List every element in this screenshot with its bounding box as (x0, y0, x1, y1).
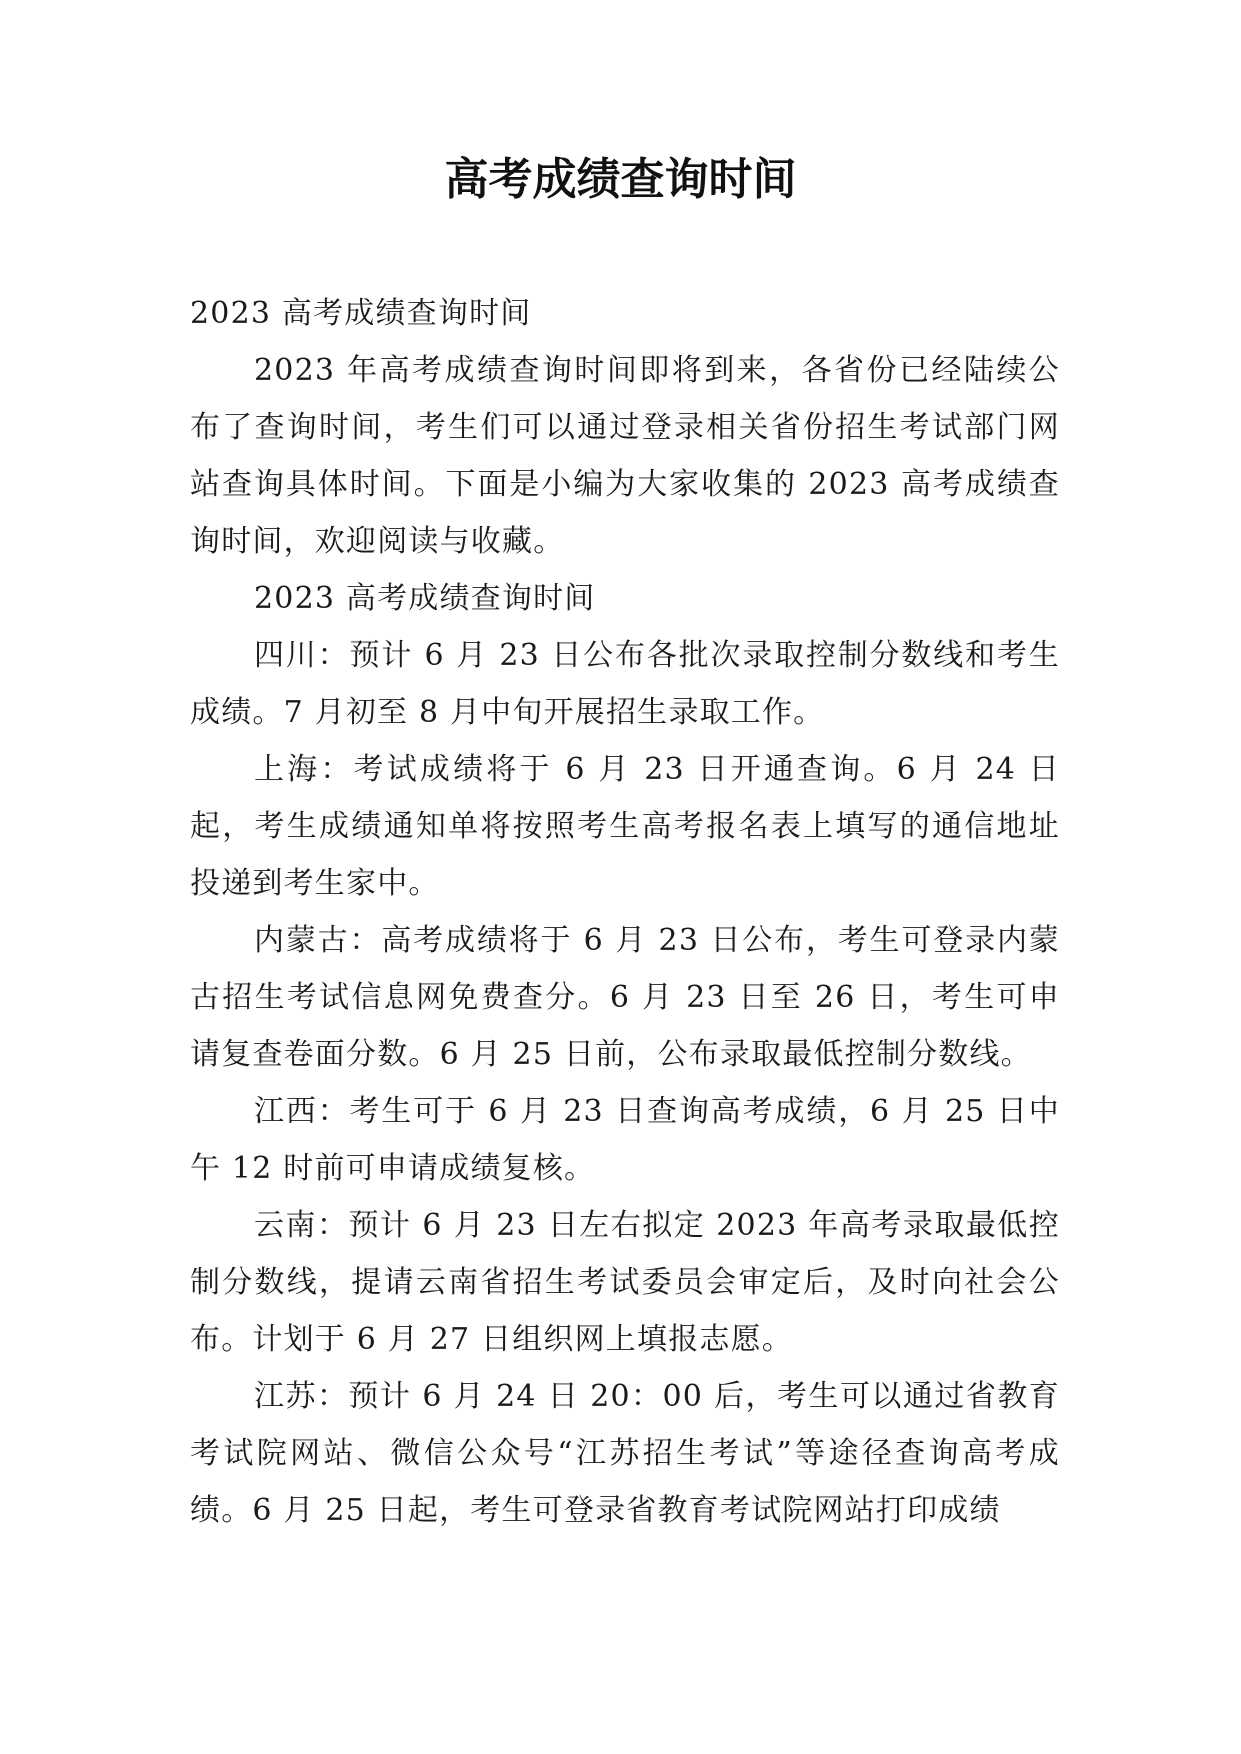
paragraph-inner-mongolia: 内蒙古：高考成绩将于 6 月 23 日公布，考生可登录内蒙古招生考试信息网免费查分。6 月 23 日至 26 日，考生可申请复查卷面分数。6 月 25 日前，公布录取最低控制分数线。 (190, 923, 1060, 1072)
paragraph-yunnan: 云南：预计 6 月 23 日左右拟定 2023 年高考录取最低控制分数线，提请云南省招生考试委员会审定后，及时向社会公布。计划于 6 月 27 日组织网上填报志愿。 (190, 1208, 1060, 1357)
paragraph-jiangxi: 江西：考生可于 6 月 23 日查询高考成绩，6 月 25 日中午 12 时前可申请成绩复核。 (190, 1094, 1060, 1186)
document-title: 高考成绩查询时间 (444, 154, 797, 205)
paragraph-jiangsu: 江苏：预计 6 月 24 日 20：00 后，考生可以通过省教育考试院网站、微信公众号“江苏招生考试”等途径查询高考成绩。6 月 25 日起，考生可登录省教育考试院网站打印成绩 (190, 1379, 1060, 1528)
document-body (190, 285, 1060, 1539)
paragraph-shanghai: 上海：考试成绩将于 6 月 23 日开通查询。6 月 24 日起，考生成绩通知单将按照考生高考报名表上填写的通信地址投递到考生家中。 (190, 752, 1060, 901)
paragraph-intro: 2023 年高考成绩查询时间即将到来，各省份已经陆续公布了查询时间，考生们可以通过登录相关省份招生考试部门网站查询具体时间。下面是小编为大家收集的 2023 高考成绩查询时间，欢迎阅读与收藏。 (190, 353, 1060, 559)
paragraph-sichuan: 四川：预计 6 月 23 日公布各批次录取控制分数线和考生成绩。7 月初至 8 月中旬开展招生录取工作。 (190, 638, 1060, 730)
document-subtitle: 2023 高考成绩查询时间 (190, 296, 532, 331)
paragraph-section-heading: 2023 高考成绩查询时间 (254, 581, 596, 616)
